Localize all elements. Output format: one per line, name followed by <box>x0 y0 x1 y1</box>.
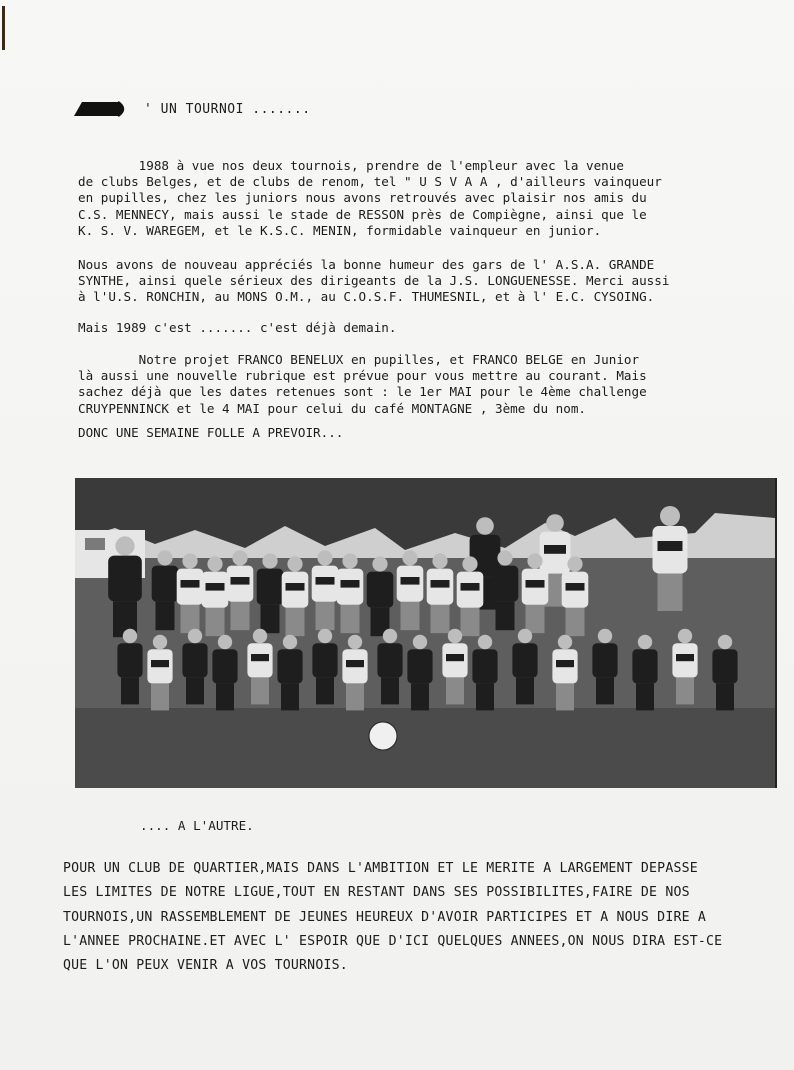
section-title: ' UN TOURNOI ....... <box>144 101 311 117</box>
photo-caption: .... A L'AUTRE. <box>140 818 254 833</box>
closing-paragraph: POUR UN CLUB DE QUARTIER,MAIS DANS L'AMBITION ET LE MERITE A LARGEMENT DEPASSE LES LIMITES DE NOTRE LIGUE,TOUT EN RESTANT DANS SES POSSIBILITES,FAIRE DE NOS TOURNOIS,UN RASSEMBLEMENT DE JEUNES HEUREUX D'AVOIR PARTICIPES ET A NOUS DIRE A L'ANNEE PROCHAINE.ET AVEC L' ESPOIR QUE D'ICI QUELQUES ANNEES,ON NOUS DIRA EST-CE QUE L'ON PEUX VENIR A VOS TOURNOIS. <box>63 861 723 974</box>
team-photo <box>75 478 777 788</box>
arrow-tab-icon <box>72 100 130 118</box>
paragraph-thanks: Nous avons de nouveau appréciés la bonne humeur des gars de l' A.S.A. GRANDE SYNTHE, ainsi quele sérieux des dirigeants de la J.S. LONGUENESSE. Merci aussi à l'U.S. RONCHIN, au MONS O.M., au C.O.S.F. THUMESNIL, et à l' E.C. CYSOING. <box>78 257 670 305</box>
section-header <box>72 100 311 118</box>
team-photo-illustration <box>75 478 775 788</box>
paragraph-projects: Notre projet FRANCO BENELUX en pupilles, et FRANCO BELGE en Junior là aussi une nouvelle rubrique est prévue pour vous mettre au courant. Mais sachez déjà que les dates retenues sont : le 1er MAI pour le 4ème challenge CRUYPENNINCK et le 4 MAI pour celui du café MONTAGNE , 3ème du nom. <box>78 352 647 416</box>
paragraph-week: DONC UNE SEMAINE FOLLE A PREVOIR... <box>78 425 344 440</box>
binding-mark <box>2 6 5 50</box>
paragraph-1989: Mais 1989 c'est ....... c'est déjà demain. <box>78 320 397 335</box>
paragraph-tournaments-1988: 1988 à vue nos deux tournois, prendre de l'empleur avec la venue de clubs Belges, et de clubs de renom, tel " U S V A A , d'ailleurs vainqueur en pupilles, chez les juniors nous avons retrouvés avec plaisir nos amis du C.S. MENNECY, mais aussi le stade de RESSON près de Compiègne, ainsi que le K. S. V. WAREGEM, et le K.S.C. MENIN, formidable vainqueur en junior. <box>78 158 662 238</box>
